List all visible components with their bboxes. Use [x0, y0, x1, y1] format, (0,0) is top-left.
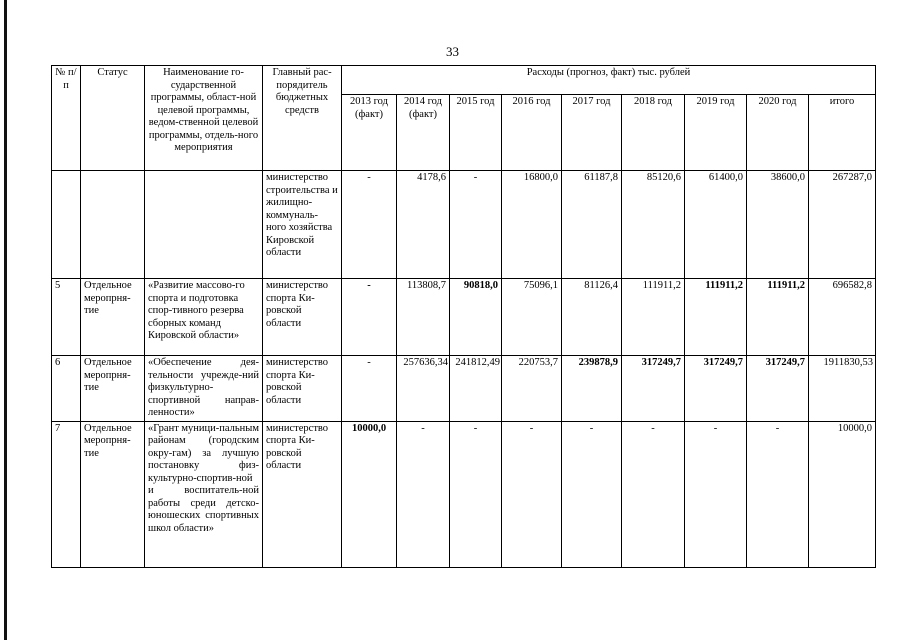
cell-2013: -: [342, 279, 397, 356]
header-year-2016: 2016 год: [502, 95, 562, 171]
cell-2019: 61400,0: [685, 171, 747, 279]
row-admin: министерство строительства и жилищно-коммуналь-ного хозяйства Кировской области: [263, 171, 342, 279]
cell-total: 1911830,53: [809, 356, 876, 422]
cell-2018: 111911,2: [622, 279, 685, 356]
cell-2014: 113808,7: [397, 279, 450, 356]
cell-2018: -: [622, 421, 685, 567]
cell-2017: 239878,9: [562, 356, 622, 422]
row-program: «Грант муници-пальным районам (городским окру-гам) за лучшую постановку физ-культурно-спортив-ной и воспитатель-ной работы среди детско-юношеских спортивных школ области»: [145, 421, 263, 567]
header-status: Статус: [81, 66, 145, 171]
cell-2015: 241812,49: [450, 356, 502, 422]
header-year-2013: 2013 год (факт): [342, 95, 397, 171]
cell-total: 696582,8: [809, 279, 876, 356]
row-num: [52, 171, 81, 279]
cell-2016: 75096,1: [502, 279, 562, 356]
cell-2017: -: [562, 421, 622, 567]
row-status: Отдельное меропрня-тие: [81, 356, 145, 422]
row-status: Отдельное меропрня-тие: [81, 421, 145, 567]
cell-2015: -: [450, 421, 502, 567]
cell-total: 10000,0: [809, 421, 876, 567]
cell-2020: 317249,7: [747, 356, 809, 422]
cell-2016: -: [502, 421, 562, 567]
cell-2013: 10000,0: [342, 421, 397, 567]
cell-2014: 4178,6: [397, 171, 450, 279]
row-num: 6: [52, 356, 81, 422]
cell-2017: 81126,4: [562, 279, 622, 356]
row-admin: министерство спорта Ки-ровской области: [263, 356, 342, 422]
table-row: [52, 421, 876, 567]
header-program: Наименование го-сударственной программы, област-ной целевой программы, ведом-ственной целевой программы, отдель-ного мероприятия: [145, 66, 263, 171]
header-year-2017: 2017 год: [562, 95, 622, 171]
cell-2020: 38600,0: [747, 171, 809, 279]
header-year-2020: 2020 год: [747, 95, 809, 171]
row-program: «Развитие массово-го спорта и подготовка спор-тивного резерва сборных команд Кировской области»: [145, 279, 263, 356]
header-year-2015: 2015 год: [450, 95, 502, 171]
cell-2019: 317249,7: [685, 356, 747, 422]
row-admin: министерство спорта Ки-ровской области: [263, 279, 342, 356]
cell-2018: 85120,6: [622, 171, 685, 279]
header-admin: Главный рас-порядитель бюджетных средств: [263, 66, 342, 171]
cell-2015: -: [450, 171, 502, 279]
expenses-table: [51, 65, 876, 568]
header-row-1: [52, 66, 876, 95]
table-row: [52, 279, 876, 356]
row-num: 7: [52, 421, 81, 567]
header-year-2019: 2019 год: [685, 95, 747, 171]
cell-2014: -: [397, 421, 450, 567]
header-expenses: Расходы (прогноз, факт) тыс. рублей: [342, 66, 876, 95]
cell-2016: 16800,0: [502, 171, 562, 279]
cell-2013: -: [342, 171, 397, 279]
cell-2019: -: [685, 421, 747, 567]
cell-2020: -: [747, 421, 809, 567]
cell-2014: 257636,34: [397, 356, 450, 422]
cell-2018: 317249,7: [622, 356, 685, 422]
scan-left-edge: [4, 0, 7, 640]
page-number: 33: [446, 44, 459, 59]
header-year-2018: 2018 год: [622, 95, 685, 171]
cell-2015: 90818,0: [450, 279, 502, 356]
table-row: [52, 171, 876, 279]
table-row: [52, 356, 876, 422]
cell-total: 267287,0: [809, 171, 876, 279]
header-total: итого: [809, 95, 876, 171]
row-admin: министерство спорта Ки-ровской области: [263, 421, 342, 567]
cell-2020: 111911,2: [747, 279, 809, 356]
row-program: [145, 171, 263, 279]
cell-2013: -: [342, 356, 397, 422]
header-year-2014: 2014 год (факт): [397, 95, 450, 171]
row-program: «Обеспечение дея-тельности учрежде-ний физкультурно-спортивной направ-ленности»: [145, 356, 263, 422]
cell-2017: 61187,8: [562, 171, 622, 279]
cell-2019: 111911,2: [685, 279, 747, 356]
row-status: Отдельное меропрня-тие: [81, 279, 145, 356]
row-status: [81, 171, 145, 279]
row-num: 5: [52, 279, 81, 356]
header-num: № п/п: [52, 66, 81, 171]
cell-2016: 220753,7: [502, 356, 562, 422]
